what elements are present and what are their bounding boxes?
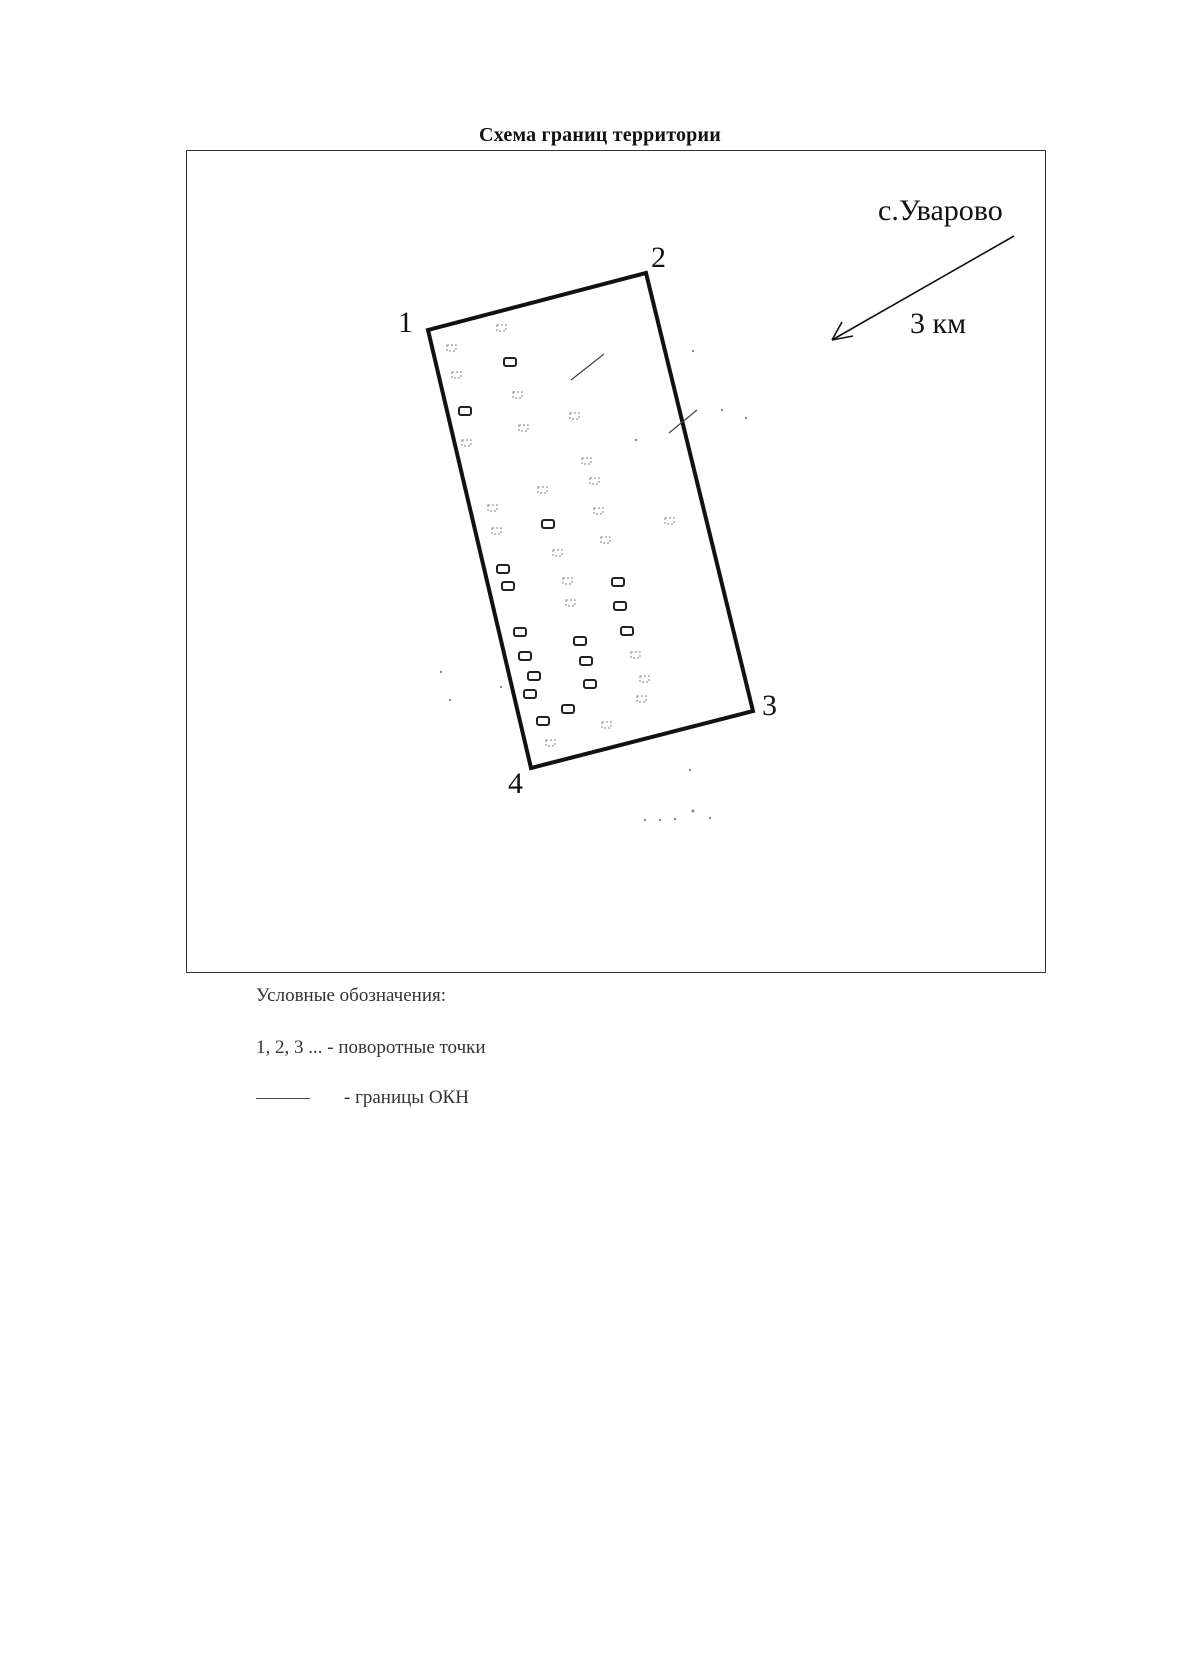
territory-boundary — [428, 273, 753, 768]
grave-marker — [497, 565, 509, 573]
grave-marker — [621, 627, 633, 635]
grave-marker — [542, 520, 554, 528]
grave-marker — [612, 578, 624, 586]
grave-marker — [519, 652, 531, 660]
grave-marker — [528, 672, 540, 680]
grave-marker — [504, 358, 516, 366]
grave-marker — [580, 657, 592, 665]
map-title: Схема границ территории — [479, 124, 721, 146]
grave-marker — [537, 717, 549, 725]
vertex-label-3: 3 — [762, 689, 777, 722]
grave-marker — [584, 680, 596, 688]
interior-lines — [571, 354, 697, 433]
burial-markers — [459, 358, 633, 725]
faint-markers — [447, 325, 674, 746]
grave-marker — [514, 628, 526, 636]
grave-marker — [574, 637, 586, 645]
legend-boundary-line — [256, 1098, 310, 1099]
grave-marker — [614, 602, 626, 610]
direction-distance-label: 3 км — [910, 307, 967, 340]
legend-title: Условные обозначения: — [256, 985, 447, 1006]
direction-place-label: с.Уварово — [878, 194, 1003, 227]
vertex-label-4: 4 — [508, 767, 523, 800]
grave-marker — [562, 705, 574, 713]
legend-boundary-entry — [256, 1087, 469, 1109]
grave-marker — [502, 582, 514, 590]
legend-points-entry: 1, 2, 3 ... - поворотные точки — [256, 1037, 486, 1058]
legend-boundary-text: - границы ОКН — [344, 1087, 469, 1108]
vertex-label-2: 2 — [651, 241, 666, 274]
grave-marker — [459, 407, 471, 415]
grave-marker — [524, 690, 536, 698]
vertex-label-1: 1 — [398, 306, 413, 339]
